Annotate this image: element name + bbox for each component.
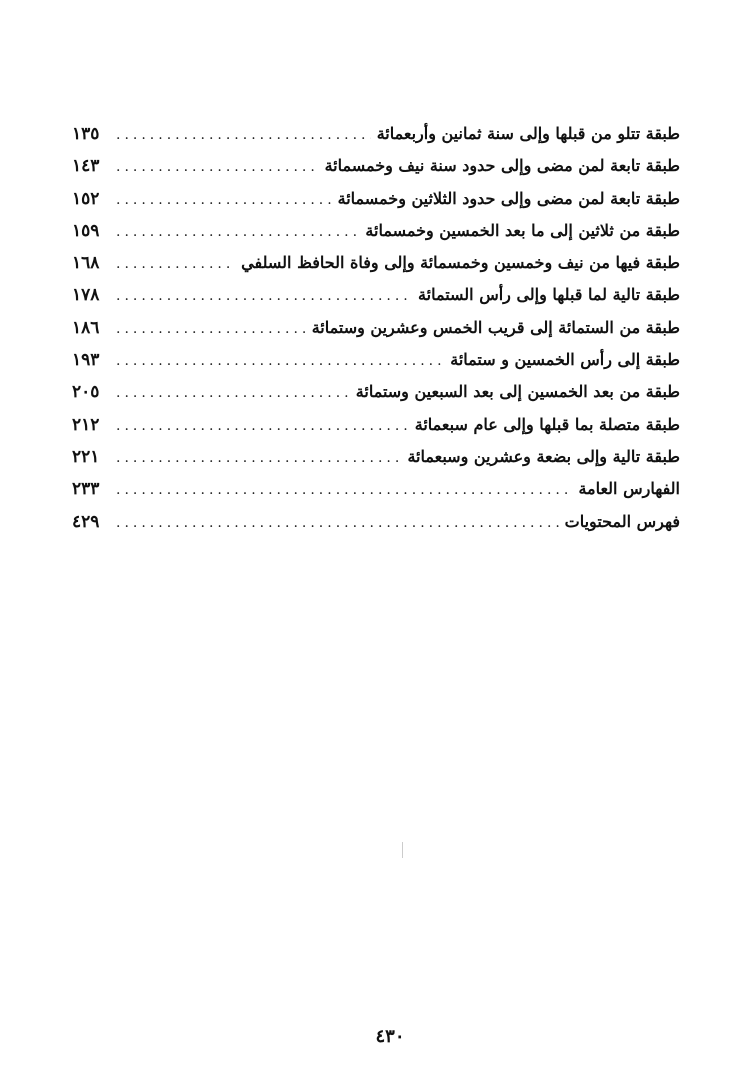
toc-entry bbox=[72, 183, 680, 215]
toc-entry bbox=[72, 150, 680, 182]
toc-entry-page: ١٩٣ bbox=[72, 350, 100, 371]
toc-entry bbox=[72, 473, 680, 505]
toc-entry bbox=[72, 215, 680, 247]
toc-entry bbox=[72, 376, 680, 408]
dot-leader bbox=[116, 345, 444, 377]
toc-entry-page: ١٥٩ bbox=[72, 220, 100, 241]
dot-leader bbox=[116, 184, 332, 216]
toc-entry bbox=[72, 506, 680, 538]
toc-entry-page: ١٨٦ bbox=[72, 317, 100, 338]
toc-entry-page: ٤٢٩ bbox=[72, 511, 100, 532]
dot-leader bbox=[116, 377, 350, 409]
toc-entry-title: طبقة تالية لما قبلها وإلى رأس الستمائة bbox=[418, 285, 680, 305]
toc-entry-title: طبقة من ثلاثين إلى ما بعد الخمسين وخمسمائة bbox=[365, 220, 680, 240]
toc-entry-page: ١٤٣ bbox=[72, 156, 100, 177]
toc-entry-title: طبقة تابعة لمن مضى وإلى حدود سنة نيف وخمسمائة bbox=[324, 156, 680, 176]
dot-leader bbox=[116, 507, 559, 539]
toc-entry-page: ١٧٨ bbox=[72, 285, 100, 306]
dot-leader bbox=[116, 216, 359, 248]
dot-leader bbox=[116, 410, 409, 442]
toc-entry-title: طبقة تتلو من قبلها وإلى سنة ثمانين وأربعمائة bbox=[376, 124, 680, 143]
toc-entry bbox=[72, 118, 680, 150]
dot-leader bbox=[116, 313, 306, 345]
dot-leader bbox=[116, 474, 572, 506]
toc-entry-page: ٢١٢ bbox=[72, 414, 100, 435]
toc-entry-page: ١٥٢ bbox=[72, 188, 100, 209]
toc-entry-title: طبقة من الستمائة إلى قريب الخمس وعشرين وستمائة bbox=[311, 317, 680, 337]
dot-leader bbox=[116, 151, 319, 183]
dot-leader bbox=[116, 248, 235, 280]
toc-entry bbox=[72, 247, 680, 279]
toc-entry-title: طبقة تابعة لمن مضى وإلى حدود الثلاثين وخمسمائة bbox=[337, 188, 680, 208]
dot-leader bbox=[116, 280, 412, 312]
toc-entry-page: ١٣٥ bbox=[72, 124, 100, 144]
toc-entry-title: فهرس المحتويات bbox=[564, 511, 680, 531]
toc-entry-title: طبقة إلى رأس الخمسين و ستمائة bbox=[450, 350, 680, 370]
dot-leader bbox=[116, 442, 401, 474]
toc-entry-title: طبقة من بعد الخمسين إلى بعد السبعين وستمائة bbox=[355, 382, 680, 402]
toc-entry-page: ٢٣٣ bbox=[72, 479, 100, 500]
scan-artifact-mark bbox=[402, 842, 403, 858]
toc-entry-title: طبقة فيها من نيف وخمسين وخمسمائة وإلى وفاة الحافظ السلفي bbox=[241, 253, 680, 273]
toc-entry bbox=[72, 344, 680, 376]
toc-entry-title: الفهارس العامة bbox=[578, 479, 680, 499]
table-of-contents bbox=[72, 118, 680, 538]
toc-entry-page: ١٦٨ bbox=[72, 253, 100, 274]
toc-entry bbox=[72, 409, 680, 441]
toc-entry-page: ٢٠٥ bbox=[72, 382, 100, 403]
toc-entry bbox=[72, 312, 680, 344]
toc-entry-page: ٢٢١ bbox=[72, 446, 100, 467]
toc-entry-title: طبقة متصلة بما قبلها وإلى عام سبعمائة bbox=[414, 414, 680, 434]
dot-leader bbox=[116, 119, 371, 151]
toc-entry bbox=[72, 441, 680, 473]
toc-entry bbox=[72, 279, 680, 311]
toc-entry-title: طبقة تالية وإلى بضعة وعشرين وسبعمائة bbox=[407, 446, 680, 466]
page-number: ٤٣٠ bbox=[375, 1026, 405, 1047]
